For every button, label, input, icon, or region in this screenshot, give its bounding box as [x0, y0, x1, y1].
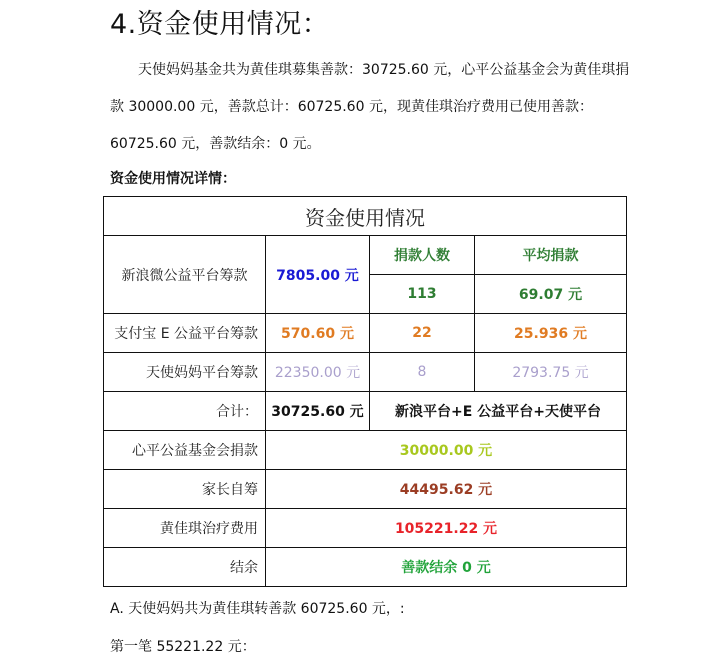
- table-title: 资金使用情况: [104, 197, 627, 236]
- family-self-raised-value: 44495.62 元: [266, 470, 627, 509]
- angel-platform-label: 天使妈妈平台筹款: [104, 353, 266, 392]
- treatment-cost-label: 黄佳琪治疗费用: [104, 509, 266, 548]
- table-row: [104, 470, 627, 509]
- sina-platform-label: 新浪微公益平台筹款: [104, 236, 266, 314]
- angel-platform-amount: 22350.00 元: [266, 353, 370, 392]
- sina-platform-amount: 7805.00 元: [266, 236, 370, 314]
- table-row: [104, 392, 627, 431]
- average-donation-header: 平均捐款: [475, 236, 627, 275]
- details-heading: 资金使用情况详情：: [110, 171, 236, 187]
- donors-count-header: 捐款人数: [370, 236, 475, 275]
- transfer-summary-line: A. 天使妈妈共为黄佳琪转善款 60725.60 元，:: [110, 601, 405, 617]
- family-self-raised-label: 家长自筹: [104, 470, 266, 509]
- alipay-platform-amount: 570.60 元: [266, 314, 370, 353]
- table-row: [104, 548, 627, 587]
- alipay-average-donation: 25.936 元: [475, 314, 627, 353]
- xinping-donation-value: 30000.00 元: [266, 431, 627, 470]
- funds-usage-table: [103, 196, 627, 587]
- total-label: 合计：: [104, 392, 266, 431]
- intro-paragraph: [110, 52, 630, 163]
- angel-donors-count: 8: [370, 353, 475, 392]
- xinping-donation-label: 心平公益基金会捐款: [104, 431, 266, 470]
- table-row: [104, 431, 627, 470]
- alipay-donors-count: 22: [370, 314, 475, 353]
- intro-paragraph-text: 天使妈妈基金共为黄佳琪募集善款：30725.60 元，心平公益基金会为黄佳琪捐款 30000.00 元，善款总计：60725.60 元，现黄佳琪治疗费用已使用善款：60725.60 元，善款结余：0 元。: [110, 62, 630, 152]
- alipay-platform-label: 支付宝 E 公益平台筹款: [104, 314, 266, 353]
- treatment-cost-value: 105221.22 元: [266, 509, 627, 548]
- angel-average-donation: 2793.75 元: [475, 353, 627, 392]
- total-amount: 30725.60 元: [266, 392, 370, 431]
- table-row: [104, 353, 627, 392]
- balance-value: 善款结余 0 元: [266, 548, 627, 587]
- table-row: [104, 509, 627, 548]
- balance-label: 结余: [104, 548, 266, 587]
- total-note: 新浪平台+E 公益平台+天使平台: [370, 392, 627, 431]
- sina-average-donation: 69.07 元: [475, 275, 627, 314]
- sina-donors-count: 113: [370, 275, 475, 314]
- table-title-row: [104, 197, 627, 236]
- table-row: [104, 314, 627, 353]
- first-transfer-line: 第一笔 55221.22 元：: [110, 639, 256, 655]
- table-row: [104, 236, 627, 275]
- section-title: 4.资金使用情况：: [110, 9, 330, 40]
